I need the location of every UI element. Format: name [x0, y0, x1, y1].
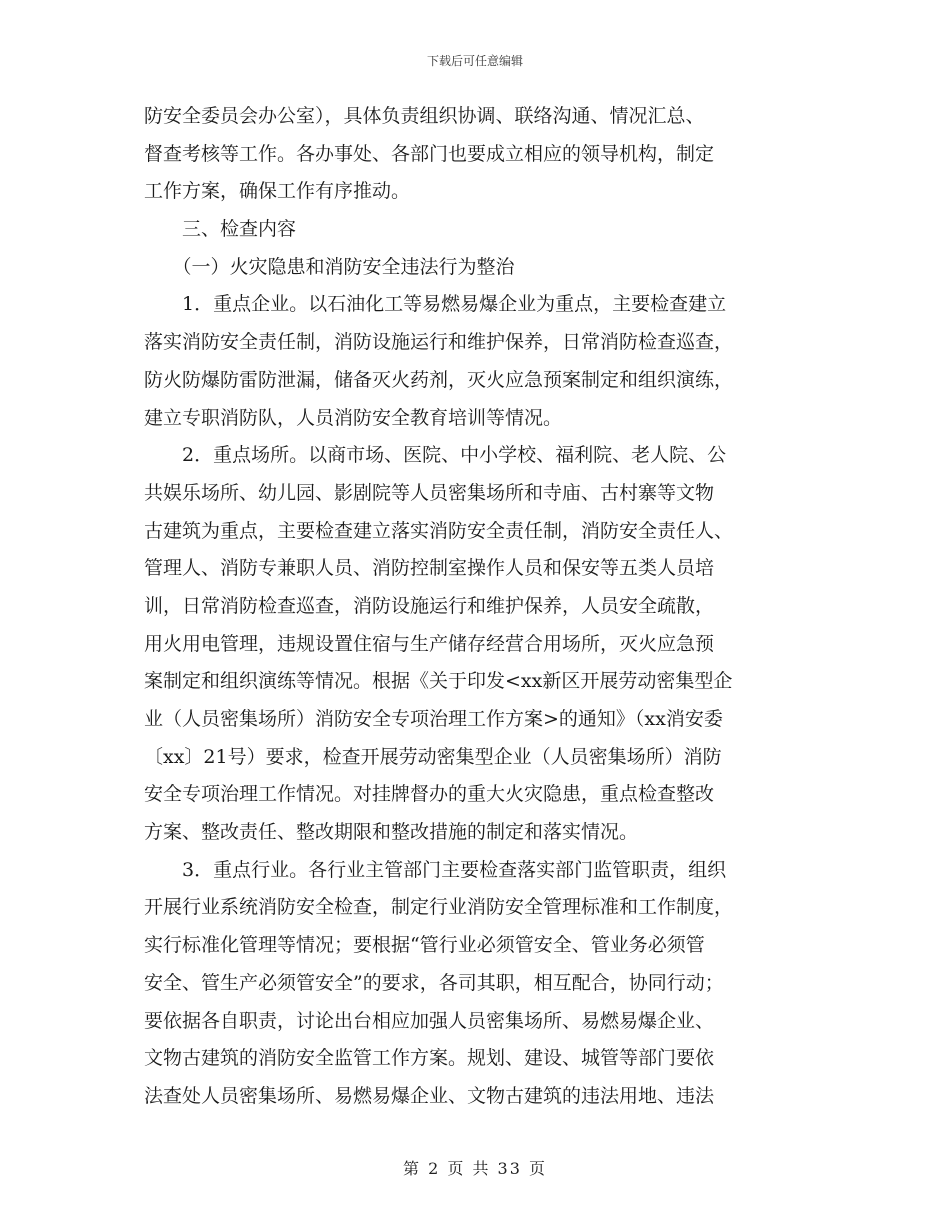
text-line: 1．重点企业。以石油化工等易燃易爆企业为重点，主要检查建立	[144, 293, 727, 316]
subsection-heading: （一）火灾隐患和消防安全违法行为整治	[144, 255, 515, 278]
text-line: 防安全委员会办公室），具体负责组织协调、联络沟通、情况汇总、	[144, 105, 705, 127]
text-line: 文物古建筑的消防安全监管工作方案。规划、建设、城管等部门要依	[144, 1047, 715, 1070]
text-line: 案制定和组织演练等情况。根据《关于印发<xx新区开展劳动密集型企	[144, 670, 733, 693]
text-line: 方案、整改责任、整改期限和整改措施的制定和落实情况。	[144, 821, 639, 844]
text-line: 落实消防安全责任制，消防设施运行和维护保养，日常消防检查巡查，	[144, 331, 734, 354]
text-line: 开展行业系统消防安全检查，制定行业消防安全管理标准和工作制度，	[144, 896, 734, 919]
text-line: 训，日常消防检查巡查，消防设施运行和维护保养，人员安全疏散，	[144, 594, 715, 617]
text-line: 安全、管生产必须管安全”的要求，各司其职，相互配合，协同行动；	[144, 971, 724, 994]
text-line: 防火防爆防雷防泄漏，储备灭火药剂，灭火应急预案制定和组织演练，	[144, 368, 734, 391]
text-line: 业（人员密集场所）消防安全专项治理工作方案>的通知》（xx消安委	[144, 708, 723, 730]
text-line: 实行标准化管理等情况；要根据“管行业必须管安全、管业务必须管	[144, 934, 705, 957]
text-line: 管理人、消防专兼职人员、消防控制室操作人员和保安等五类人员培	[144, 557, 715, 580]
text-line: 法查处人员密集场所、易燃易爆企业、文物古建筑的违法用地、违法	[144, 1084, 715, 1107]
document-body	[144, 98, 804, 1116]
page-header: 下载后可任意编辑	[426, 54, 523, 68]
text-line: 古建筑为重点，主要检查建立落实消防安全责任制，消防安全责任人、	[144, 519, 734, 542]
text-line: 建立专职消防队，人员消防安全教育培训等情况。	[144, 406, 563, 429]
text-line: 3．重点行业。各行业主管部门主要检查落实部门监管职责，组织	[144, 858, 727, 881]
page-footer: 第 2 页 共 33 页	[403, 1159, 547, 1178]
text-line: 共娱乐场所、幼儿园、影剧院等人员密集场所和寺庙、古村寨等文物	[144, 481, 715, 504]
text-line: 2．重点场所。以商市场、医院、中小学校、福利院、老人院、公	[144, 444, 727, 467]
text-line: 〔xx〕21号）要求，检查开展劳动密集型企业（人员密集场所）消防	[144, 745, 722, 768]
text-line: 用火用电管理，违规设置住宿与生产储存经营合用场所，灭火应急预	[144, 632, 715, 655]
text-line: 督查考核等工作。各办事处、各部门也要成立相应的领导机构，制定	[144, 142, 715, 165]
text-line: 要依据各自职责，讨论出台相应加强人员密集场所、易燃易爆企业、	[144, 1009, 715, 1032]
section-heading: 三、检查内容	[144, 218, 297, 241]
text-line: 安全专项治理工作情况。对挂牌督办的重大火灾隐患，重点检查整改	[144, 783, 715, 806]
text-line: 工作方案，确保工作有序推动。	[144, 180, 411, 203]
